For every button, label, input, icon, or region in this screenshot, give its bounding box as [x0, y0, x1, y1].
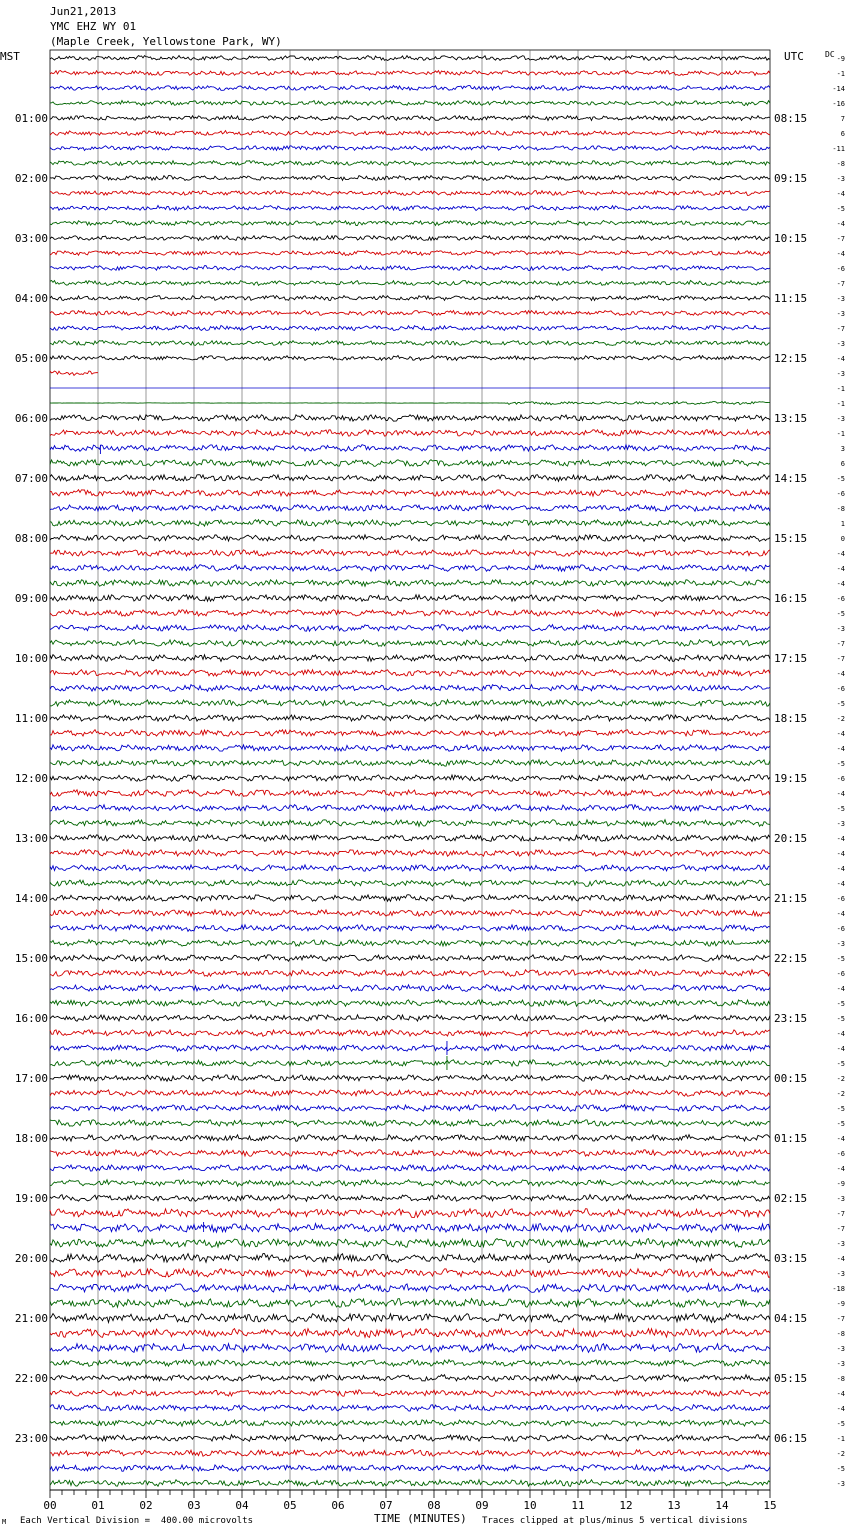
utc-hour-label: 23:15: [774, 1012, 808, 1025]
dc-offset-label: -3: [836, 1345, 845, 1353]
dc-offset-label: -1: [836, 385, 845, 393]
dc-offset-label: -3: [836, 940, 845, 948]
dc-offset-label: -3: [836, 820, 845, 828]
trace-row: [50, 296, 770, 301]
dc-offset-label: -4: [836, 910, 845, 918]
utc-hour-label: 21:15: [774, 892, 808, 905]
dc-offset-label: -4: [836, 1135, 845, 1143]
local-hour-label: 10:00: [14, 652, 48, 665]
dc-offset-label: -7: [836, 640, 845, 648]
dc-offset-label: 6: [840, 130, 845, 138]
trace-row: [50, 176, 770, 181]
trace-row: [50, 266, 770, 271]
dc-offset-label: -4: [836, 850, 845, 858]
trace-row: [50, 251, 770, 256]
dc-offset-label: -3: [836, 1240, 845, 1248]
dc-offset-label: -5: [836, 1465, 845, 1473]
dc-offset-label: -4: [836, 1255, 845, 1263]
trace-row: [50, 1105, 770, 1112]
utc-hour-label: 18:15: [774, 712, 808, 725]
dc-offset-label: -5: [836, 1120, 845, 1128]
x-tick-label: 06: [331, 1499, 345, 1512]
x-tick-label: 10: [523, 1499, 537, 1512]
utc-hour-label: 22:15: [774, 952, 808, 965]
dc-label: DC: [825, 50, 835, 59]
dc-offset-label: -6: [836, 775, 845, 783]
dc-offset-label: -11: [832, 145, 845, 153]
trace-group: [50, 56, 770, 1487]
trace-row: [50, 1254, 770, 1263]
dc-offset-label: -14: [832, 85, 845, 93]
dc-offset-label: -6: [836, 970, 845, 978]
utc-hour-label: 19:15: [774, 772, 808, 785]
dc-offset-label: -7: [836, 655, 845, 663]
trace-row: [50, 1041, 770, 1055]
dc-offset-label: -4: [836, 835, 845, 843]
local-hour-label: 03:00: [14, 232, 48, 245]
local-hour-label: 02:00: [14, 172, 48, 185]
trace-row: [50, 131, 770, 136]
trace-row: [50, 116, 770, 121]
trace-row: [50, 535, 770, 542]
trace-row: [50, 1239, 770, 1248]
dc-offset-label: -7: [836, 325, 845, 333]
trace-row: [50, 1420, 770, 1426]
trace-row: [50, 880, 770, 887]
x-tick-label: 12: [619, 1499, 633, 1512]
trace-row: [50, 475, 770, 482]
x-tick-label: 08: [427, 1499, 441, 1512]
trace-row: [50, 1465, 770, 1472]
local-hour-label: 14:00: [14, 892, 48, 905]
utc-hour-label: 00:15: [774, 1072, 808, 1085]
x-tick-label: 00: [43, 1499, 57, 1512]
local-hour-label: 19:00: [14, 1192, 48, 1205]
trace-row: [50, 1314, 770, 1323]
dc-offset-label: -5: [836, 1060, 845, 1068]
trace-row: [50, 670, 770, 677]
dc-offset-label: -5: [836, 475, 845, 483]
trace-row: [50, 775, 770, 782]
dc-offset-label: 6: [840, 460, 845, 468]
trace-row: [50, 865, 770, 872]
x-axis: [43, 1490, 776, 1512]
utc-hour-label: 13:15: [774, 412, 808, 425]
dc-offset-label: -3: [836, 295, 845, 303]
trace-row: [50, 715, 770, 721]
local-hour-label: 09:00: [14, 592, 48, 605]
station-code: YMC EHZ WY 01: [50, 20, 137, 33]
dc-offset-label: -4: [836, 730, 845, 738]
dc-offset-label: -4: [836, 880, 845, 888]
trace-row: [50, 640, 770, 647]
dc-offset-label: -6: [836, 490, 845, 498]
dc-offset-label: -1: [836, 1435, 845, 1443]
dc-offset-label: -3: [836, 415, 845, 423]
clip-note: Traces clipped at plus/minus 5 vertical divisions: [482, 1516, 748, 1526]
trace-row: [50, 1195, 770, 1202]
trace-row: [50, 161, 770, 166]
dc-offset-label: -5: [836, 205, 845, 213]
trace-row: [50, 655, 770, 662]
dc-offset-label: -4: [836, 580, 845, 588]
dc-offset-label: -5: [836, 1015, 845, 1023]
dc-offset-label: -4: [836, 790, 845, 798]
dc-offset-label: -5: [836, 805, 845, 813]
utc-hour-label: 05:15: [774, 1372, 808, 1385]
trace-row: [50, 71, 770, 76]
dc-offset-label: -6: [836, 685, 845, 693]
trace-row: [50, 550, 770, 557]
trace-row: [50, 850, 770, 857]
trace-row: [50, 56, 770, 61]
right-axis-label: UTC: [784, 50, 804, 63]
trace-row: [50, 1299, 770, 1308]
dc-offset-label: -4: [836, 250, 845, 258]
dc-offset-label: -8: [836, 505, 845, 513]
dc-offset-label: -4: [836, 1165, 845, 1173]
dc-offset-label: -4: [836, 1390, 845, 1398]
dc-offset-label: -3: [836, 175, 845, 183]
trace-row: [50, 326, 770, 331]
trace-row: [50, 625, 770, 632]
trace-row: [50, 1344, 770, 1353]
dc-offset-label: -5: [836, 955, 845, 963]
trace-row: [50, 790, 770, 797]
utc-hour-label: 04:15: [774, 1312, 808, 1325]
dc-offset-label: -7: [836, 1315, 845, 1323]
x-tick-label: 02: [139, 1499, 153, 1512]
trace-row: [50, 925, 770, 932]
local-hour-label: 07:00: [14, 472, 48, 485]
x-tick-label: 03: [187, 1499, 201, 1512]
trace-row: [50, 1435, 770, 1442]
local-hour-label: 06:00: [14, 412, 48, 425]
local-hour-label: 17:00: [14, 1072, 48, 1085]
trace-row: [50, 685, 770, 692]
dc-offset-label: -4: [836, 670, 845, 678]
utc-hour-label: 06:15: [774, 1432, 808, 1445]
trace-row: [50, 490, 770, 497]
dc-offset-label: -5: [836, 700, 845, 708]
dc-offset-label: -5: [836, 1000, 845, 1008]
trace-row: [50, 1269, 770, 1278]
trace-row: [50, 341, 770, 346]
dc-offset-label: -3: [836, 1195, 845, 1203]
dc-offset-label: -4: [836, 190, 845, 198]
trace-row: [50, 311, 770, 316]
trace-row: [50, 1030, 770, 1037]
trace-row: [50, 146, 770, 151]
trace-row: [50, 356, 770, 361]
dc-offset-label: -8: [836, 1330, 845, 1338]
x-tick-label: 13: [667, 1499, 681, 1512]
trace-row: [50, 401, 770, 404]
local-hour-label: 05:00: [14, 352, 48, 365]
dc-offset-label: -5: [836, 1105, 845, 1113]
trace-row: [50, 565, 770, 572]
dc-offset-label: 3: [840, 445, 845, 453]
trace-row: [50, 236, 770, 241]
trace-row: [50, 1390, 770, 1397]
dc-offset-label: -2: [836, 1075, 845, 1083]
utc-hour-label: 03:15: [774, 1252, 808, 1265]
utc-hour-label: 12:15: [774, 352, 808, 365]
dc-offset-label: -6: [836, 925, 845, 933]
dc-offset-label: -9: [836, 1180, 845, 1188]
trace-row: [50, 940, 770, 947]
dc-offset-label: -1: [836, 400, 845, 408]
dc-offset-label: -3: [836, 310, 845, 318]
dc-offset-label: -5: [836, 760, 845, 768]
dc-offset-label: -9: [836, 55, 845, 63]
trace-row: [50, 445, 770, 454]
local-hour-label: 01:00: [14, 112, 48, 125]
trace-row: [50, 1329, 770, 1338]
dc-offset-label: -4: [836, 745, 845, 753]
dc-offset-label: -2: [836, 1450, 845, 1458]
trace-row: [50, 86, 770, 91]
x-tick-label: 05: [283, 1499, 297, 1512]
dc-offset-label: -6: [836, 265, 845, 273]
trace-row: [50, 1284, 770, 1293]
trace-row: [50, 1480, 770, 1487]
trace-row: [50, 206, 770, 211]
dc-offset-label: -2: [836, 1090, 845, 1098]
dc-offset-label: -4: [836, 865, 845, 873]
trace-row: [50, 760, 770, 766]
trace-row: [50, 580, 770, 587]
trace-row: [50, 700, 770, 707]
trace-row: [50, 1450, 770, 1457]
dc-offset-label: -4: [836, 1030, 845, 1038]
dc-offset-label: -2: [836, 715, 845, 723]
x-tick-label: 11: [571, 1499, 585, 1512]
trace-row: [50, 805, 770, 812]
dc-offset-label: -4: [836, 985, 845, 993]
dc-offset-label: -3: [836, 340, 845, 348]
local-hour-label: 13:00: [14, 832, 48, 845]
dc-offset-label: -6: [836, 1150, 845, 1158]
trace-row: [50, 820, 770, 827]
local-hour-label: 11:00: [14, 712, 48, 725]
utc-hour-label: 11:15: [774, 292, 808, 305]
trace-row: [50, 101, 770, 106]
trace-row: [50, 1135, 770, 1142]
trace-row: [50, 505, 770, 512]
dc-offset-label: 1: [840, 520, 845, 528]
dc-offset-label: -6: [836, 595, 845, 603]
trace-row: [50, 1405, 770, 1411]
dc-offset-label: -1: [836, 430, 845, 438]
trace-row: [50, 1180, 770, 1187]
trace-row: [50, 371, 98, 375]
trace-row: [50, 970, 770, 977]
local-hour-label: 08:00: [14, 532, 48, 545]
dc-offset-label: -18: [832, 1285, 845, 1293]
local-hour-label: 04:00: [14, 292, 48, 305]
x-tick-label: 04: [235, 1499, 249, 1512]
trace-row: [50, 281, 770, 286]
dc-offset-label: -5: [836, 1420, 845, 1428]
trace-row: [50, 1165, 770, 1171]
dc-offset-label: -4: [836, 565, 845, 573]
trace-row: [50, 1015, 770, 1022]
dc-offset-label: -4: [836, 355, 845, 363]
trace-row: [50, 1075, 770, 1082]
utc-hour-label: 16:15: [774, 592, 808, 605]
dc-offset-label: 0: [840, 535, 845, 543]
utc-hour-label: 02:15: [774, 1192, 808, 1205]
dc-offset-label: -7: [836, 280, 845, 288]
trace-row: [50, 610, 770, 617]
local-hour-label: 16:00: [14, 1012, 48, 1025]
local-hour-label: 15:00: [14, 952, 48, 965]
x-axis-title: TIME (MINUTES): [374, 1512, 467, 1525]
utc-hour-label: 20:15: [774, 832, 808, 845]
trace-row: [50, 191, 770, 196]
utc-hour-label: 09:15: [774, 172, 808, 185]
x-tick-label: 01: [91, 1499, 105, 1512]
trace-row: [50, 1056, 770, 1070]
x-tick-label: 14: [715, 1499, 729, 1512]
x-tick-label: 07: [379, 1499, 393, 1512]
dc-offset-label: -7: [836, 235, 845, 243]
dc-offset-label: -8: [836, 160, 845, 168]
dc-offset-label: -16: [832, 100, 845, 108]
trace-row: [50, 1209, 770, 1218]
trace-row: [50, 1375, 770, 1382]
dc-offset-label: -1: [836, 70, 845, 78]
trace-row: [50, 1222, 770, 1232]
dc-offset-label: -3: [836, 1360, 845, 1368]
dc-offset-label: -6: [836, 895, 845, 903]
dc-offset-label: -4: [836, 1045, 845, 1053]
trace-row: [50, 1360, 770, 1367]
local-hour-label: 21:00: [14, 1312, 48, 1325]
utc-hour-label: 15:15: [774, 532, 808, 545]
utc-hour-label: 08:15: [774, 112, 808, 125]
local-hour-label: 23:00: [14, 1432, 48, 1445]
dc-offset-label: -4: [836, 220, 845, 228]
trace-row: [50, 895, 770, 902]
trace-row: [50, 985, 770, 992]
trace-row: [50, 835, 770, 842]
local-hour-label: 22:00: [14, 1372, 48, 1385]
trace-row: [50, 730, 770, 737]
dc-offset-label: -5: [836, 610, 845, 618]
trace-row: [50, 1000, 770, 1006]
local-hour-label: 18:00: [14, 1132, 48, 1145]
left-axis-label: MST: [0, 50, 20, 63]
dc-offset-label: -3: [836, 1270, 845, 1278]
utc-hour-label: 17:15: [774, 652, 808, 665]
dc-offset-label: -7: [836, 1225, 845, 1233]
local-hour-label: 12:00: [14, 772, 48, 785]
trace-row: [50, 1090, 770, 1097]
trace-row: [50, 910, 770, 917]
trace-row: [50, 1120, 770, 1126]
dc-offset-label: 7: [840, 115, 845, 123]
trace-row: [50, 955, 770, 962]
dc-offset-label: -7: [836, 1210, 845, 1218]
trace-row: [50, 520, 770, 527]
utc-hour-label: 10:15: [774, 232, 808, 245]
dc-offset-label: -4: [836, 1405, 845, 1413]
dc-offset-label: -3: [836, 625, 845, 633]
trace-row: [50, 1150, 770, 1157]
trace-row: [50, 745, 770, 751]
dc-offset-label: -3: [836, 1480, 845, 1488]
trace-row: [50, 430, 770, 437]
trace-row: [50, 595, 770, 602]
utc-hour-label: 14:15: [774, 472, 808, 485]
x-tick-label: 09: [475, 1499, 489, 1512]
dc-offset-label: -4: [836, 550, 845, 558]
vertical-scale-note: Each Vertical Division = 400.00 microvolts: [20, 1516, 253, 1526]
trace-row: [50, 221, 770, 226]
chart-date: Jun21,2013: [50, 5, 117, 18]
station-location: (Maple Creek, Yellowstone Park, WY): [50, 35, 282, 48]
dc-offset-label: -8: [836, 1375, 845, 1383]
dc-offset-label: -9: [836, 1300, 845, 1308]
trace-row: [50, 460, 770, 467]
x-tick-label: 15: [763, 1499, 777, 1512]
utc-hour-label: 01:15: [774, 1132, 808, 1145]
trace-row: [50, 415, 770, 422]
dc-offset-label: -3: [836, 370, 845, 378]
footer-mark: M: [2, 1518, 7, 1526]
local-hour-label: 20:00: [14, 1252, 48, 1265]
